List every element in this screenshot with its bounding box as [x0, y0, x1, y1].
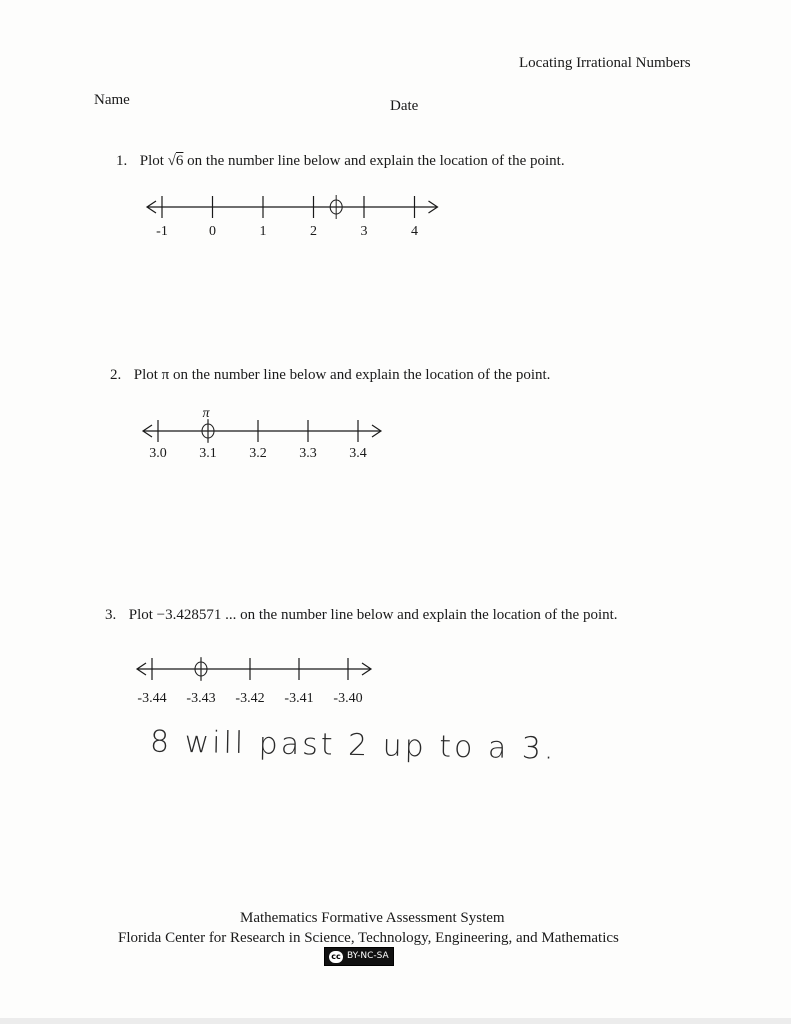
cc-license-badge — [324, 947, 394, 966]
name-label: Name — [94, 92, 130, 108]
question-1-radicand: 6 — [175, 153, 184, 169]
handwritten-mark: π — [202, 406, 210, 421]
tick-label: 4 — [411, 224, 418, 239]
question-3 — [105, 607, 618, 624]
date-label: Date — [390, 98, 419, 114]
question-1-number: 1. — [116, 153, 128, 169]
tick-label: 3.4 — [349, 446, 367, 461]
tick-label: 0 — [209, 224, 216, 239]
tick-label: 3.3 — [299, 446, 317, 461]
tick-label: -3.44 — [137, 691, 167, 706]
tick-label: -3.42 — [235, 691, 265, 706]
tick-label: 3.1 — [199, 446, 217, 461]
cc-icon: cc — [329, 951, 343, 963]
document-title: Locating Irrational Numbers — [519, 55, 691, 71]
tick-label: 1 — [259, 224, 267, 239]
tick-label: -3.40 — [333, 691, 363, 706]
question-2-text: Plot π on the number line below and explain the location of the point. — [133, 367, 551, 383]
question-2-number: 2. — [110, 367, 122, 383]
footer-line-2: Florida Center for Research in Science, Technology, Engineering, and Mathematics — [118, 930, 619, 946]
number-line-1 — [140, 190, 440, 240]
handwritten-answer: 8 will past 2 up to a 3. — [149, 724, 557, 767]
tick-label: -1 — [156, 224, 168, 239]
question-3-text: Plot −3.428571 ... on the number line below and explain the location of the point. — [128, 607, 618, 623]
tick-label: -3.41 — [284, 691, 314, 706]
tick-label: 3.0 — [149, 446, 167, 461]
license-text: BY-NC-SA — [347, 951, 389, 961]
question-1-suffix: on the number line below and explain the location of the point. — [183, 153, 565, 169]
tick-label: 3.2 — [249, 446, 267, 461]
tick-label: 3 — [360, 224, 368, 239]
question-3-number: 3. — [105, 607, 117, 623]
question-1-prefix: Plot √ — [139, 153, 176, 169]
number-line-3 — [130, 655, 390, 710]
question-2 — [110, 367, 550, 384]
page-edge — [0, 1018, 791, 1024]
tick-label: 2 — [310, 224, 317, 239]
question-1 — [116, 153, 565, 170]
footer-line-1: Mathematics Formative Assessment System — [240, 910, 505, 926]
tick-label: -3.43 — [186, 691, 216, 706]
number-line-2 — [138, 400, 388, 465]
